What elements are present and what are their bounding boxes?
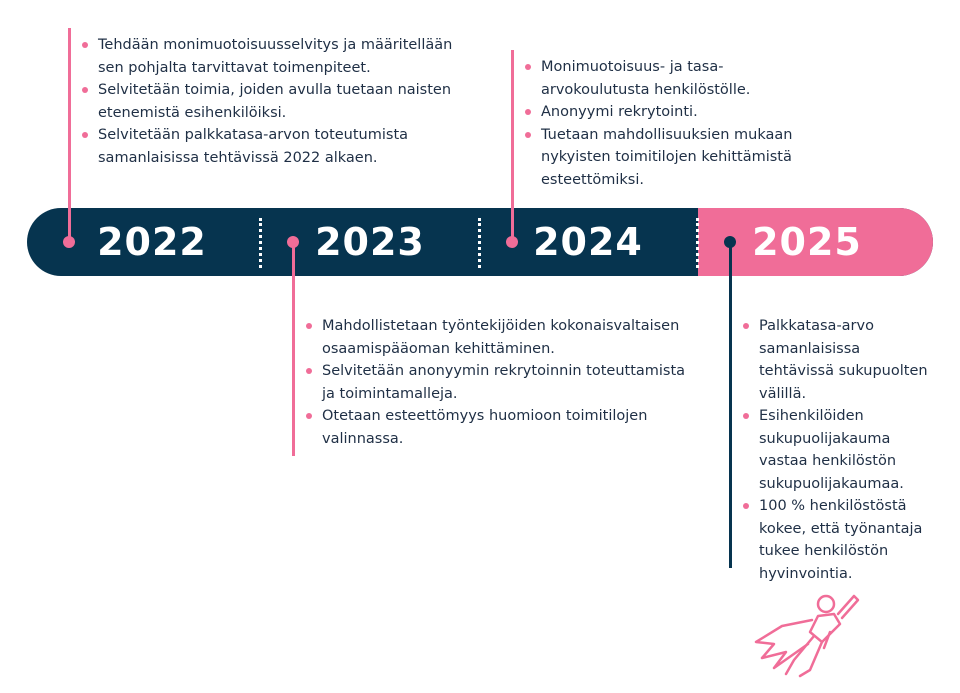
timeline-separator (696, 218, 699, 268)
timeline-dot-2022 (63, 236, 75, 248)
list-item: Selvitetään toimia, joiden avulla tuetaan naisten etenemistä esihenkilöiksi. (82, 79, 462, 124)
list-item: Monimuotoisuus- ja tasa-arvokoulutusta henkilöstölle. (525, 56, 830, 101)
list-item: Esihenkilöiden sukupuolijakauma vastaa henkilöstön sukupuolijakaumaa. (743, 405, 928, 495)
timeline-dot-2025 (724, 236, 736, 248)
year-label-2025: 2025 (752, 220, 862, 264)
year-label-2022: 2022 (97, 220, 207, 264)
milestone-list-2025 (743, 315, 928, 585)
connector-line-2024 (511, 50, 514, 242)
connector-line-2022 (68, 28, 71, 242)
timeline-separator (478, 218, 481, 268)
year-label-2024: 2024 (533, 220, 643, 264)
timeline-separator (259, 218, 262, 268)
superhero-icon (752, 590, 862, 678)
timeline-dot-2024 (506, 236, 518, 248)
connector-line-2023 (292, 242, 295, 456)
milestone-list-2022 (82, 34, 462, 169)
milestone-list-2023 (306, 315, 686, 450)
year-label-2023: 2023 (315, 220, 425, 264)
connector-line-2025 (729, 242, 732, 568)
timeline-bar (27, 208, 933, 276)
timeline-dot-2023 (287, 236, 299, 248)
list-item: Otetaan esteettömyys huomioon toimitilojen valinnassa. (306, 405, 686, 450)
list-item: Tuetaan mahdollisuuksien mukaan nykyisten toimitilojen kehittämistä esteettömiksi. (525, 124, 830, 192)
list-item: Mahdollistetaan työntekijöiden kokonaisvaltaisen osaamispääoman kehittäminen. (306, 315, 686, 360)
list-item: Anonyymi rekrytointi. (525, 101, 830, 124)
list-item: 100 % henkilöstöstä kokee, että työnantaja tukee henkilöstön hyvinvointia. (743, 495, 928, 585)
list-item: Selvitetään anonyymin rekrytoinnin toteuttamista ja toimintamalleja. (306, 360, 686, 405)
list-item: Palkkatasa-arvo samanlaisissa tehtävissä sukupuolten välillä. (743, 315, 928, 405)
list-item: Selvitetään palkkatasa-arvon toteutumista samanlaisissa tehtävissä 2022 alkaen. (82, 124, 462, 169)
milestone-list-2024 (525, 56, 830, 191)
list-item: Tehdään monimuotoisuusselvitys ja määritellään sen pohjalta tarvittavat toimenpiteet. (82, 34, 462, 79)
